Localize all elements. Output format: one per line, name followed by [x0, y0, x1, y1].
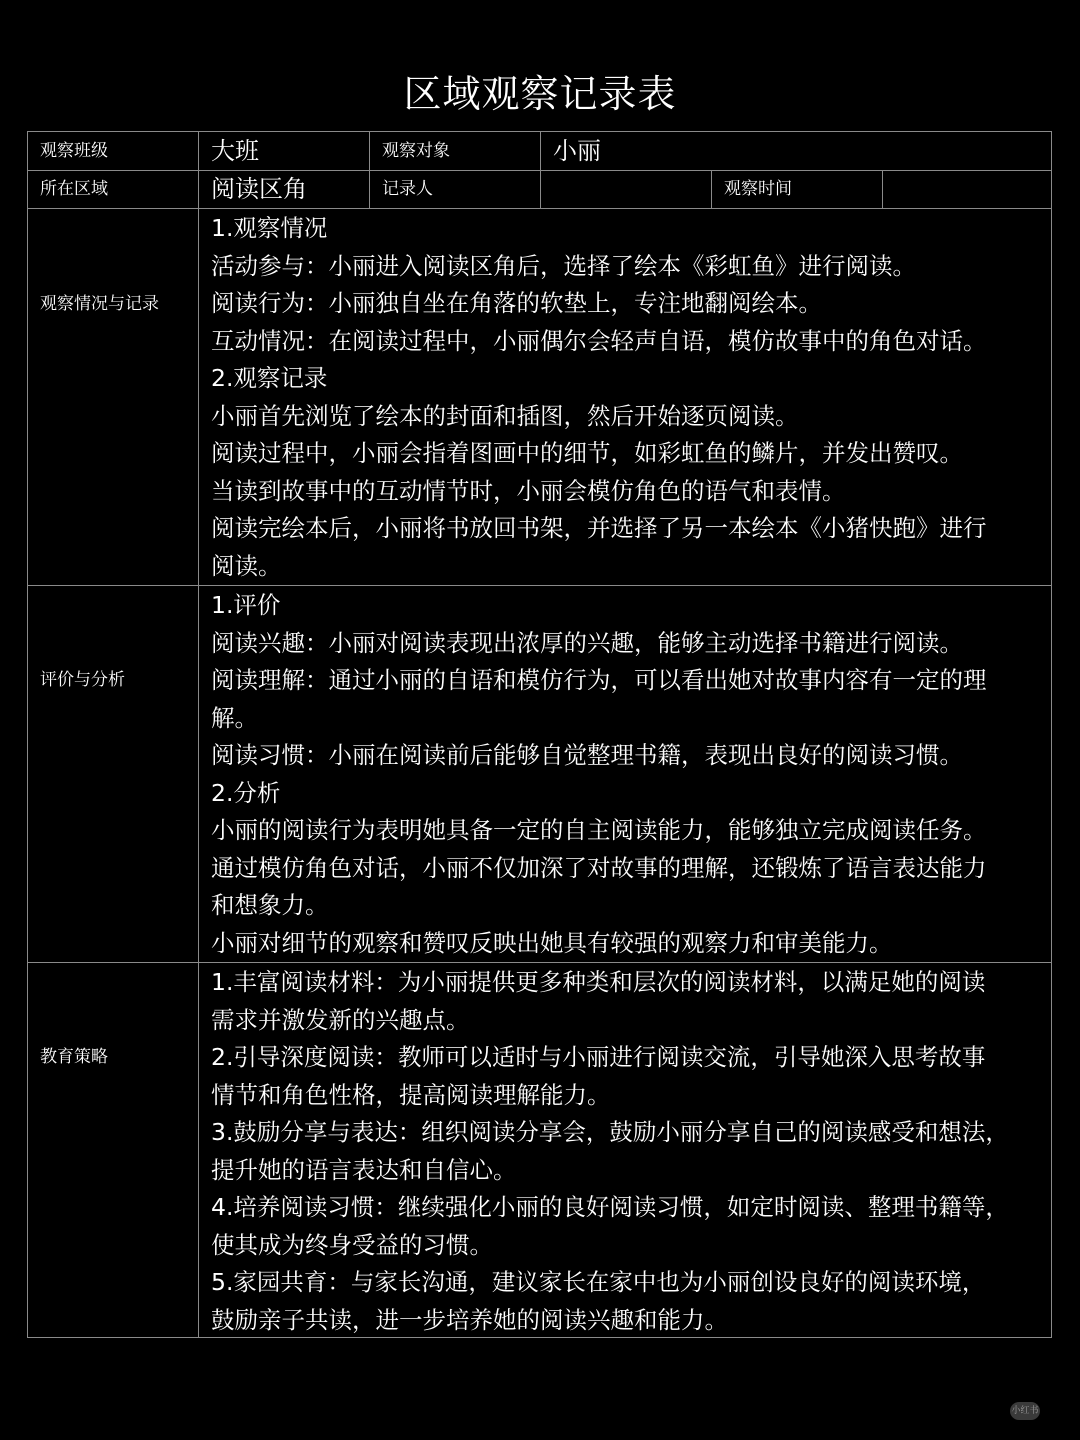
class-value: 大班 [211, 137, 259, 165]
content-line: 2.观察记录 [211, 364, 328, 392]
content-line: 1.观察情况 [211, 214, 328, 242]
subject-value: 小丽 [553, 137, 601, 165]
content-line: 小丽对细节的观察和赞叹反映出她具有较强的观察力和审美能力。 [211, 928, 893, 957]
section-content-evaluation [211, 587, 1041, 962]
content-line: 鼓励亲子共读，进一步培养她的阅读兴趣和能力。 [211, 1305, 728, 1334]
content-line: 活动参与：小丽进入阅读区角后，选择了绘本《彩虹鱼》进行阅读。 [211, 251, 916, 280]
content-line: 解。 [211, 703, 258, 732]
content-line: 阅读过程中，小丽会指着图画中的细节，如彩虹鱼的鳞片，并发出赞叹。 [211, 439, 963, 467]
table-column-divider [369, 131, 370, 209]
recorder-label: 记录人 [382, 179, 433, 199]
observation-form [27, 131, 1052, 1338]
content-line: 阅读行为：小丽独自坐在角落的软垫上，专注地翻阅绘本。 [211, 289, 822, 317]
content-line: 4.培养阅读习惯：继续强化小丽的良好阅读习惯，如定时阅读、整理书籍等， [211, 1193, 1009, 1221]
table-column-divider [540, 131, 541, 209]
page-title: 区域观察记录表 [403, 72, 677, 116]
content-line: 2.引导深度阅读：教师可以适时与小丽进行阅读交流，引导她深入思考故事 [211, 1043, 986, 1071]
content-line: 5.家园共育：与家长沟通，建议家长在家中也为小丽创设良好的阅读环境， [211, 1268, 986, 1296]
table-column-divider [711, 170, 712, 209]
content-line: 阅读完绘本后，小丽将书放回书架，并选择了另一本绘本《小猪快跑》进行 [211, 514, 987, 542]
table-column-divider [198, 131, 199, 1338]
content-line: 1.丰富阅读材料：为小丽提供更多种类和层次的阅读材料，以满足她的阅读 [211, 968, 986, 996]
table-row-divider [27, 962, 1052, 963]
area-label: 所在区域 [40, 179, 108, 199]
content-line: 和想象力。 [211, 891, 329, 919]
content-line: 2.分析 [211, 778, 281, 807]
section-content-strategy [211, 964, 1041, 1339]
content-line: 当读到故事中的互动情节时，小丽会模仿角色的语气和表情。 [211, 476, 846, 505]
table-border-left [27, 131, 28, 1338]
content-line: 互动情况：在阅读过程中，小丽偶尔会轻声自语，模仿故事中的角色对话。 [211, 326, 987, 355]
content-line: 使其成为终身受益的习惯。 [211, 1230, 493, 1259]
time-label: 观察时间 [724, 179, 792, 199]
content-line: 提升她的语言表达和自信心。 [211, 1155, 517, 1184]
area-value: 阅读区角 [211, 175, 307, 203]
class-label: 观察班级 [40, 141, 108, 161]
content-line: 需求并激发新的兴趣点。 [211, 1005, 470, 1034]
content-line: 小丽首先浏览了绘本的封面和插图，然后开始逐页阅读。 [211, 401, 799, 430]
content-line: 阅读。 [211, 551, 282, 580]
content-line: 情节和角色性格，提高阅读理解能力。 [211, 1080, 611, 1109]
section-label-strategy: 教育策略 [40, 1047, 108, 1067]
content-line: 1.评价 [211, 591, 281, 619]
section-label-evaluation: 评价与分析 [40, 670, 125, 690]
content-line: 阅读理解：通过小丽的自语和模仿行为，可以看出她对故事内容有一定的理 [211, 666, 987, 694]
content-line: 通过模仿角色对话，小丽不仅加深了对故事的理解，还锻炼了语言表达能力 [211, 853, 987, 882]
section-label-observation: 观察情况与记录 [40, 294, 159, 314]
table-border-right [1051, 131, 1052, 1338]
content-line: 小丽的阅读行为表明她具备一定的自主阅读能力，能够独立完成阅读任务。 [211, 816, 987, 844]
table-column-divider [882, 170, 883, 209]
content-line: 阅读习惯：小丽在阅读前后能够自觉整理书籍，表现出良好的阅读习惯。 [211, 741, 963, 769]
subject-label: 观察对象 [382, 141, 450, 161]
watermark-logo: 小红书 [1010, 1402, 1040, 1420]
table-row-divider [27, 585, 1052, 586]
content-line: 阅读兴趣：小丽对阅读表现出浓厚的兴趣，能够主动选择书籍进行阅读。 [211, 628, 963, 657]
content-line: 3.鼓励分享与表达：组织阅读分享会，鼓励小丽分享自己的阅读感受和想法， [211, 1118, 1009, 1146]
section-content-observation [211, 210, 1041, 585]
